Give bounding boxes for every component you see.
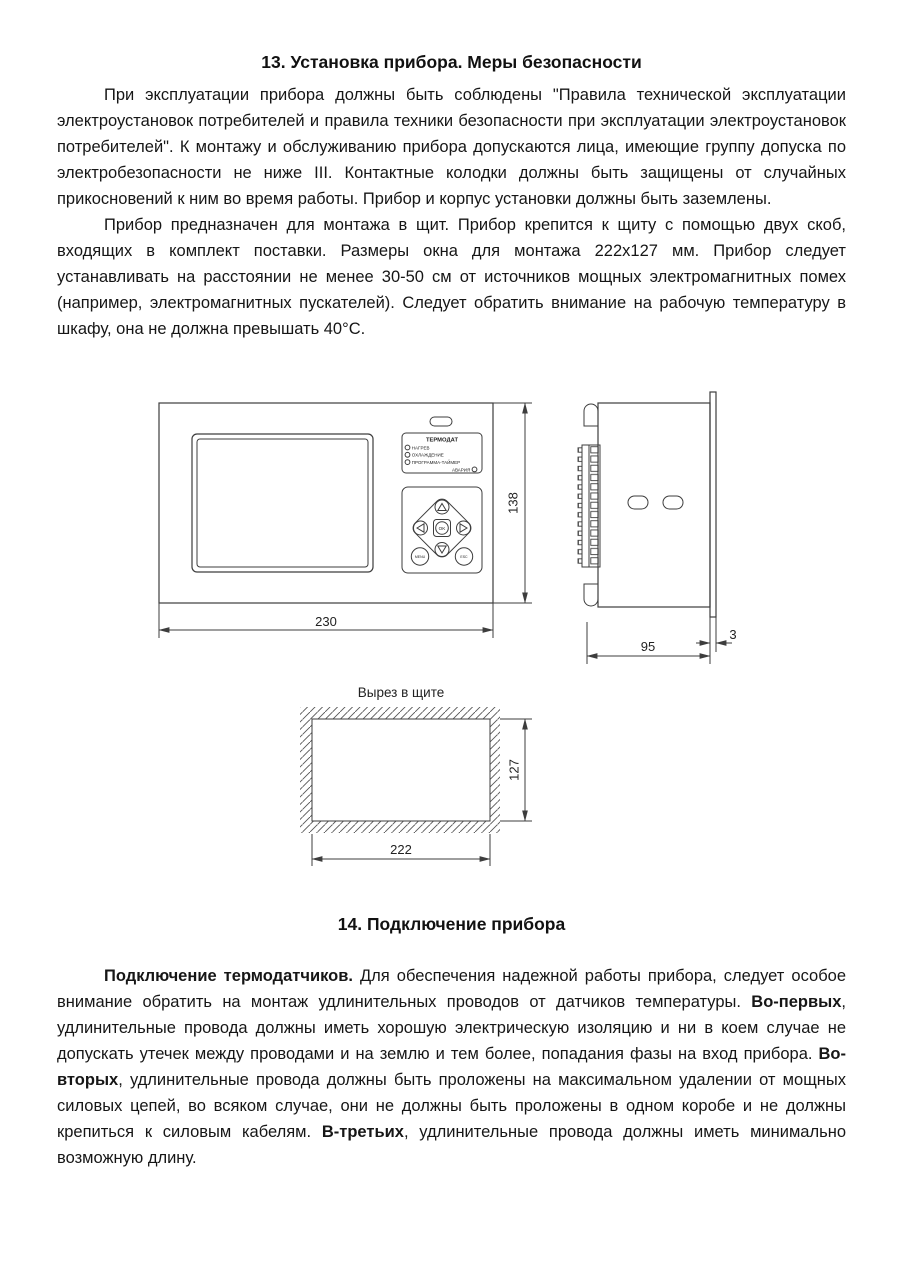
arrow-right-icon xyxy=(460,524,467,532)
brand-label: ТЕРМОДАТ xyxy=(425,437,459,444)
arrow-up-icon xyxy=(438,504,446,511)
led-alarm-label: АВАРИЯ xyxy=(451,467,471,473)
para-segment: Подключение термодатчиков. xyxy=(104,967,360,985)
arrow-left-button xyxy=(414,521,428,535)
para-segment: Во-вторых xyxy=(57,1045,846,1089)
led-cool-label: ОХЛАЖДЕНИЕ xyxy=(411,452,444,458)
led-heat-label: НАГРЕВ xyxy=(411,445,430,451)
mounting-slot-right xyxy=(663,496,683,509)
front-bezel-plate xyxy=(710,392,716,617)
arrow-right-button xyxy=(457,521,471,535)
dimension-label-depth: 95 xyxy=(640,639,656,654)
panel-hatching xyxy=(300,707,500,833)
arrow-down-icon xyxy=(438,546,446,553)
dimension-label-bezel: 3 xyxy=(729,627,737,642)
led-panel xyxy=(402,433,482,473)
led-alarm-icon xyxy=(472,467,477,472)
mounting-clamp-bottom xyxy=(584,584,598,606)
device-body xyxy=(598,403,710,607)
para-segment: В-третьих xyxy=(321,1123,404,1141)
section-13-heading: 13. Установка прибора. Меры безопасности xyxy=(261,52,642,72)
side-dimensions xyxy=(587,617,737,664)
mounting-clamp-top xyxy=(584,404,598,426)
para-segment: , удлинительные провода должны иметь минимально возможную длину. xyxy=(57,1123,846,1167)
side-body xyxy=(578,392,717,617)
dimension-label-cutout-width: 222 xyxy=(390,842,412,857)
arrow-up-button xyxy=(435,500,449,514)
figure-side-view xyxy=(560,390,870,670)
top-slot xyxy=(430,417,452,426)
mounting-slot-left xyxy=(628,496,648,509)
keypad xyxy=(402,487,482,573)
cutout-title: Вырез в щите xyxy=(357,685,445,700)
cutout-rectangle xyxy=(312,719,490,821)
section-13 xyxy=(57,51,846,342)
ok-button-label: OK xyxy=(438,525,446,531)
led-program-label: ПРОГРАММА-ТАЙМЕР xyxy=(411,460,461,465)
figure-front-view xyxy=(140,395,545,665)
section-14-paragraph-1 xyxy=(57,963,846,1171)
arrow-left-icon xyxy=(417,524,424,532)
dimension-label-cutout-height: 127 xyxy=(506,759,522,781)
para-segment: Для обеспечения надежной работы прибора, следует особое внимание обратить на монтаж удлинительных проводов от датчиков температуры. xyxy=(57,967,847,1011)
led-heat-icon xyxy=(405,445,410,450)
dimension-label-height: 138 xyxy=(505,492,521,514)
arrow-down-button xyxy=(435,543,449,557)
section-14-heading: 14. Подключение прибора xyxy=(337,914,566,934)
para-segment: , удлинительные провода должны быть проложены на максимальном удалении от мощных силовых цепей, во всяком случае, они не должны быть проложены в одном коробе и не должны крепиться к силовым кабелям. xyxy=(57,1071,846,1141)
dimension-label-width: 230 xyxy=(315,614,337,629)
led-cool-icon xyxy=(405,452,410,457)
cutout-drawing xyxy=(300,707,500,833)
section-13-paragraph-1: При эксплуатации прибора должны быть соблюдены "Правила технической эксплуатации электроустановок потребителей и правила техники безопасности при эксплуатации электроустановок потребителей". К монтажу и обслуживанию прибора допускаются лица, имеющие группу допуска по электробезопасности не ниже III. Контактные колодки должны быть защищены от случайных прикосновений к ним во время работы. Прибор и корпус установки должны быть заземлены. xyxy=(57,86,846,208)
para-segment: Во-первых xyxy=(751,993,842,1011)
led-program-icon xyxy=(405,460,410,465)
menu-button-label: MENU xyxy=(414,555,426,560)
figure-panel-cutout xyxy=(280,682,560,872)
section-13-paragraph-2: Прибор предназначен для монтажа в щит. Прибор крепится к щиту с помощью двух скоб, входящих в комплект поставки. Размеры окна для монтажа 222х127 мм. Прибор следует устанавливать на расстоянии не менее 30-50 см от источников мощных электромагнитных помех (например, электромагнитных пускателей). Следует обратить внимание на рабочую температуру в шкафу, она не должна превышать 40°С. xyxy=(57,216,846,338)
esc-button-label: ESC xyxy=(460,555,468,560)
para-segment: , удлинительные провода должны иметь хорошую электрическую изоляцию и ни в коем случае не допускать утечек между проводами и на землю и тем более, попадания фазы на вход прибора. xyxy=(57,993,846,1063)
display-screen-outer xyxy=(192,434,373,572)
display-screen-inner xyxy=(197,439,368,567)
